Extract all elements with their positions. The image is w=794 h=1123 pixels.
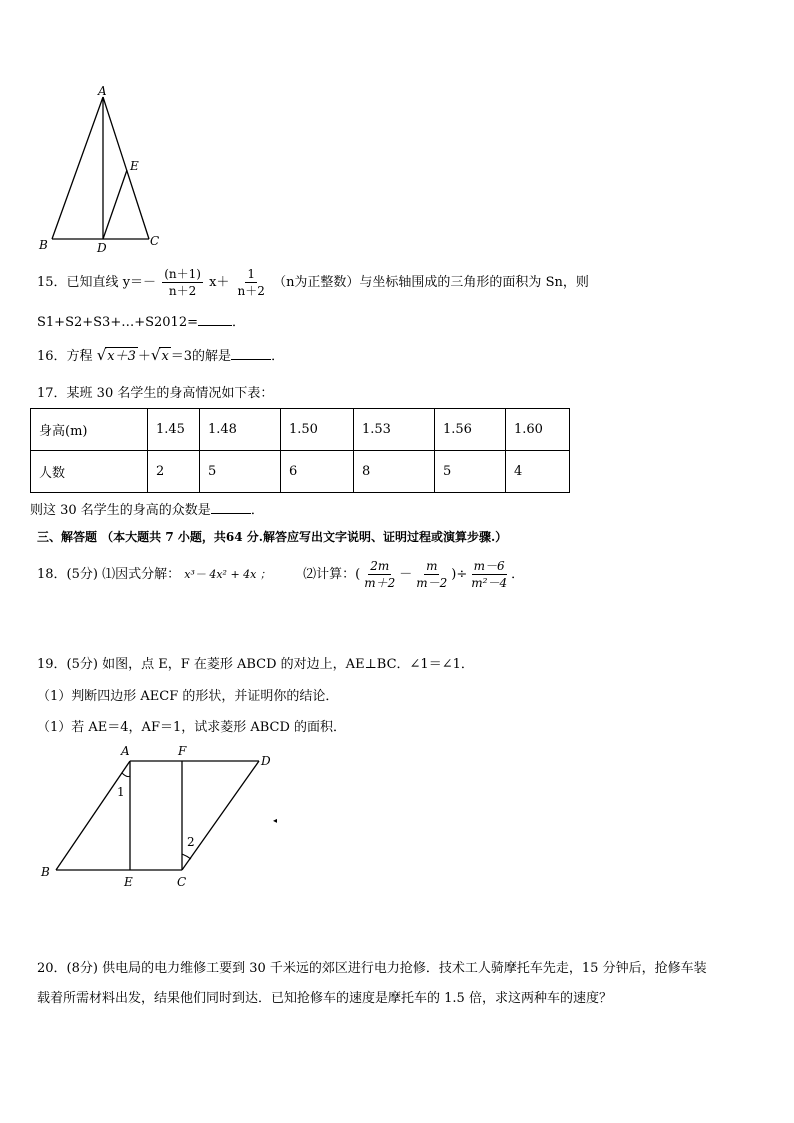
q18-c-num: m－6: [473, 559, 505, 573]
q18-expression: x³－ 4x² + 4x ；: [184, 568, 271, 581]
label-e: E: [130, 159, 139, 173]
edge-ab: [56, 761, 130, 870]
q18-number: 18．(5分) ⑴因式分解：: [37, 567, 181, 582]
sqrt-icon: √: [150, 346, 161, 364]
table-cell: 1.56: [435, 409, 506, 451]
q19-line-1: 19．(5分) 如图，点 E，F 在菱形 ABCD 的对边上，AE⊥BC．∠1＝∠1．: [37, 657, 474, 672]
table-row: [31, 451, 570, 493]
q19-line-2: （1）判断四边形 AECF 的形状，并证明你的结论．: [37, 689, 339, 704]
question-17: 17．某班 30 名学生的身高情况如下表：: [37, 386, 274, 401]
q17-after: [30, 501, 264, 520]
rhombus-figure: [36, 740, 286, 890]
question-15: [37, 266, 589, 299]
table-cell: 4: [506, 451, 570, 493]
q15-f1-den: n＋2: [168, 284, 197, 298]
table-cell: 6: [281, 451, 354, 493]
q17-after-text: 则这 30 名学生的身高的众数是: [30, 503, 211, 518]
sqrt-icon: √: [96, 346, 107, 364]
q20-line-1: 20．(8分) 供电局的电力维修工要到 30 千米远的郊区进行电力抢修．技术工人骑摩托车先走，15 分钟后，抢修车装: [37, 961, 707, 976]
label-b: B: [41, 865, 50, 879]
q18-end: ．: [511, 567, 525, 582]
q15-fraction-1: [162, 266, 203, 299]
q19-line-3: （1）若 AE＝4，AF＝1，试求菱形 ABCD 的面积．: [37, 720, 347, 735]
q18-fraction-c: [469, 558, 509, 591]
table-cell: 2: [148, 451, 200, 493]
angle-1-label: 1: [117, 785, 125, 799]
label-f: F: [178, 744, 187, 758]
q18-a-num: 2m: [370, 559, 390, 573]
q15-end: ．: [231, 315, 245, 330]
q15-fraction-2: [236, 266, 267, 299]
table-cell: 8: [354, 451, 435, 493]
table-cell: 1.50: [281, 409, 354, 451]
angle-1-arc: [122, 773, 130, 777]
q18-b-num: m: [426, 559, 438, 573]
q16-end: ．: [271, 349, 285, 364]
q18-part2: ⑵计算：: [303, 567, 356, 582]
q17-end: ．: [250, 503, 264, 518]
q18-c-den: m²－4: [471, 576, 508, 590]
table-row: [31, 409, 570, 451]
label-d: D: [97, 241, 107, 255]
q16-radicand-2: x: [161, 349, 169, 364]
q15-number: 15．已知直线: [37, 275, 119, 290]
stray-mark-icon: ◂: [273, 816, 278, 825]
q15-f1-num: (n＋1): [164, 267, 201, 281]
table-header-count: 人数: [31, 451, 148, 493]
label-c: C: [150, 234, 160, 248]
question-16: [37, 346, 284, 366]
table-cell: 1.53: [354, 409, 435, 451]
table-cell: 1.48: [200, 409, 281, 451]
segment-de: [103, 170, 127, 239]
label-e: E: [124, 875, 133, 889]
angle-2-arc: [182, 854, 191, 859]
section-3-header: 三、解答题 （本大题共 7 小题，共64 分.解答应写出文字说明、证明过程或演算步骤.）: [37, 530, 508, 544]
q18-fraction-a: [362, 558, 397, 591]
label-b: B: [39, 238, 48, 252]
triangle-figure: [36, 82, 166, 257]
q16-number: 16．方程: [37, 349, 93, 364]
height-table: [30, 408, 570, 493]
edge-ab: [52, 97, 103, 239]
q15-sum-line: [37, 313, 245, 332]
q15-sum: S1+S2+S3+…+S2012=: [37, 315, 198, 330]
label-a: A: [98, 84, 107, 98]
q15-x-plus: x＋: [209, 275, 230, 290]
q17-answer-blank[interactable]: [211, 501, 251, 514]
q16-answer-blank[interactable]: [231, 347, 271, 360]
label-c: C: [177, 875, 187, 889]
label-a: A: [121, 744, 130, 758]
q15-tail: （n为正整数）与坐标轴围成的三角形的面积为 Sn，则: [273, 275, 589, 290]
label-d: D: [261, 754, 271, 768]
q15-f2-den: n＋2: [237, 284, 265, 298]
table-cell: 5: [200, 451, 281, 493]
q15-f2-num: 1: [247, 267, 256, 281]
q20-line-2: 载着所需材料出发，结果他们同时到达．已知抢修车的速度是摩托车的 1.5 倍，求这两种车的速度？: [37, 991, 612, 1006]
q18-fraction-b: [414, 558, 449, 591]
question-18: 18．(5分) ⑴因式分解： x³－ 4x² + 4x ； ⑵计算：( $\frac{2m}{m+2}$ － $\frac{m}{m-2}$ )÷ $\frac{m-6}{\text{m²－4}}$ ．: [37, 559, 525, 590]
q16-eq: ＝3的解是: [170, 349, 232, 364]
q15-y-eq: y＝－: [122, 275, 157, 290]
table-header-height: 身高(m): [31, 409, 148, 451]
q18-b-den: m－2: [416, 576, 448, 590]
edge-cd: [182, 761, 259, 870]
q15-answer-blank[interactable]: [198, 313, 232, 326]
q18-a-den: m＋2: [364, 576, 396, 590]
table-cell: 1.45: [148, 409, 200, 451]
angle-2-label: 2: [187, 835, 195, 849]
table-cell: 1.60: [506, 409, 570, 451]
table-cell: 5: [435, 451, 506, 493]
q16-plus: ＋: [137, 349, 151, 364]
q16-radicand-1: x＋3: [107, 349, 136, 364]
